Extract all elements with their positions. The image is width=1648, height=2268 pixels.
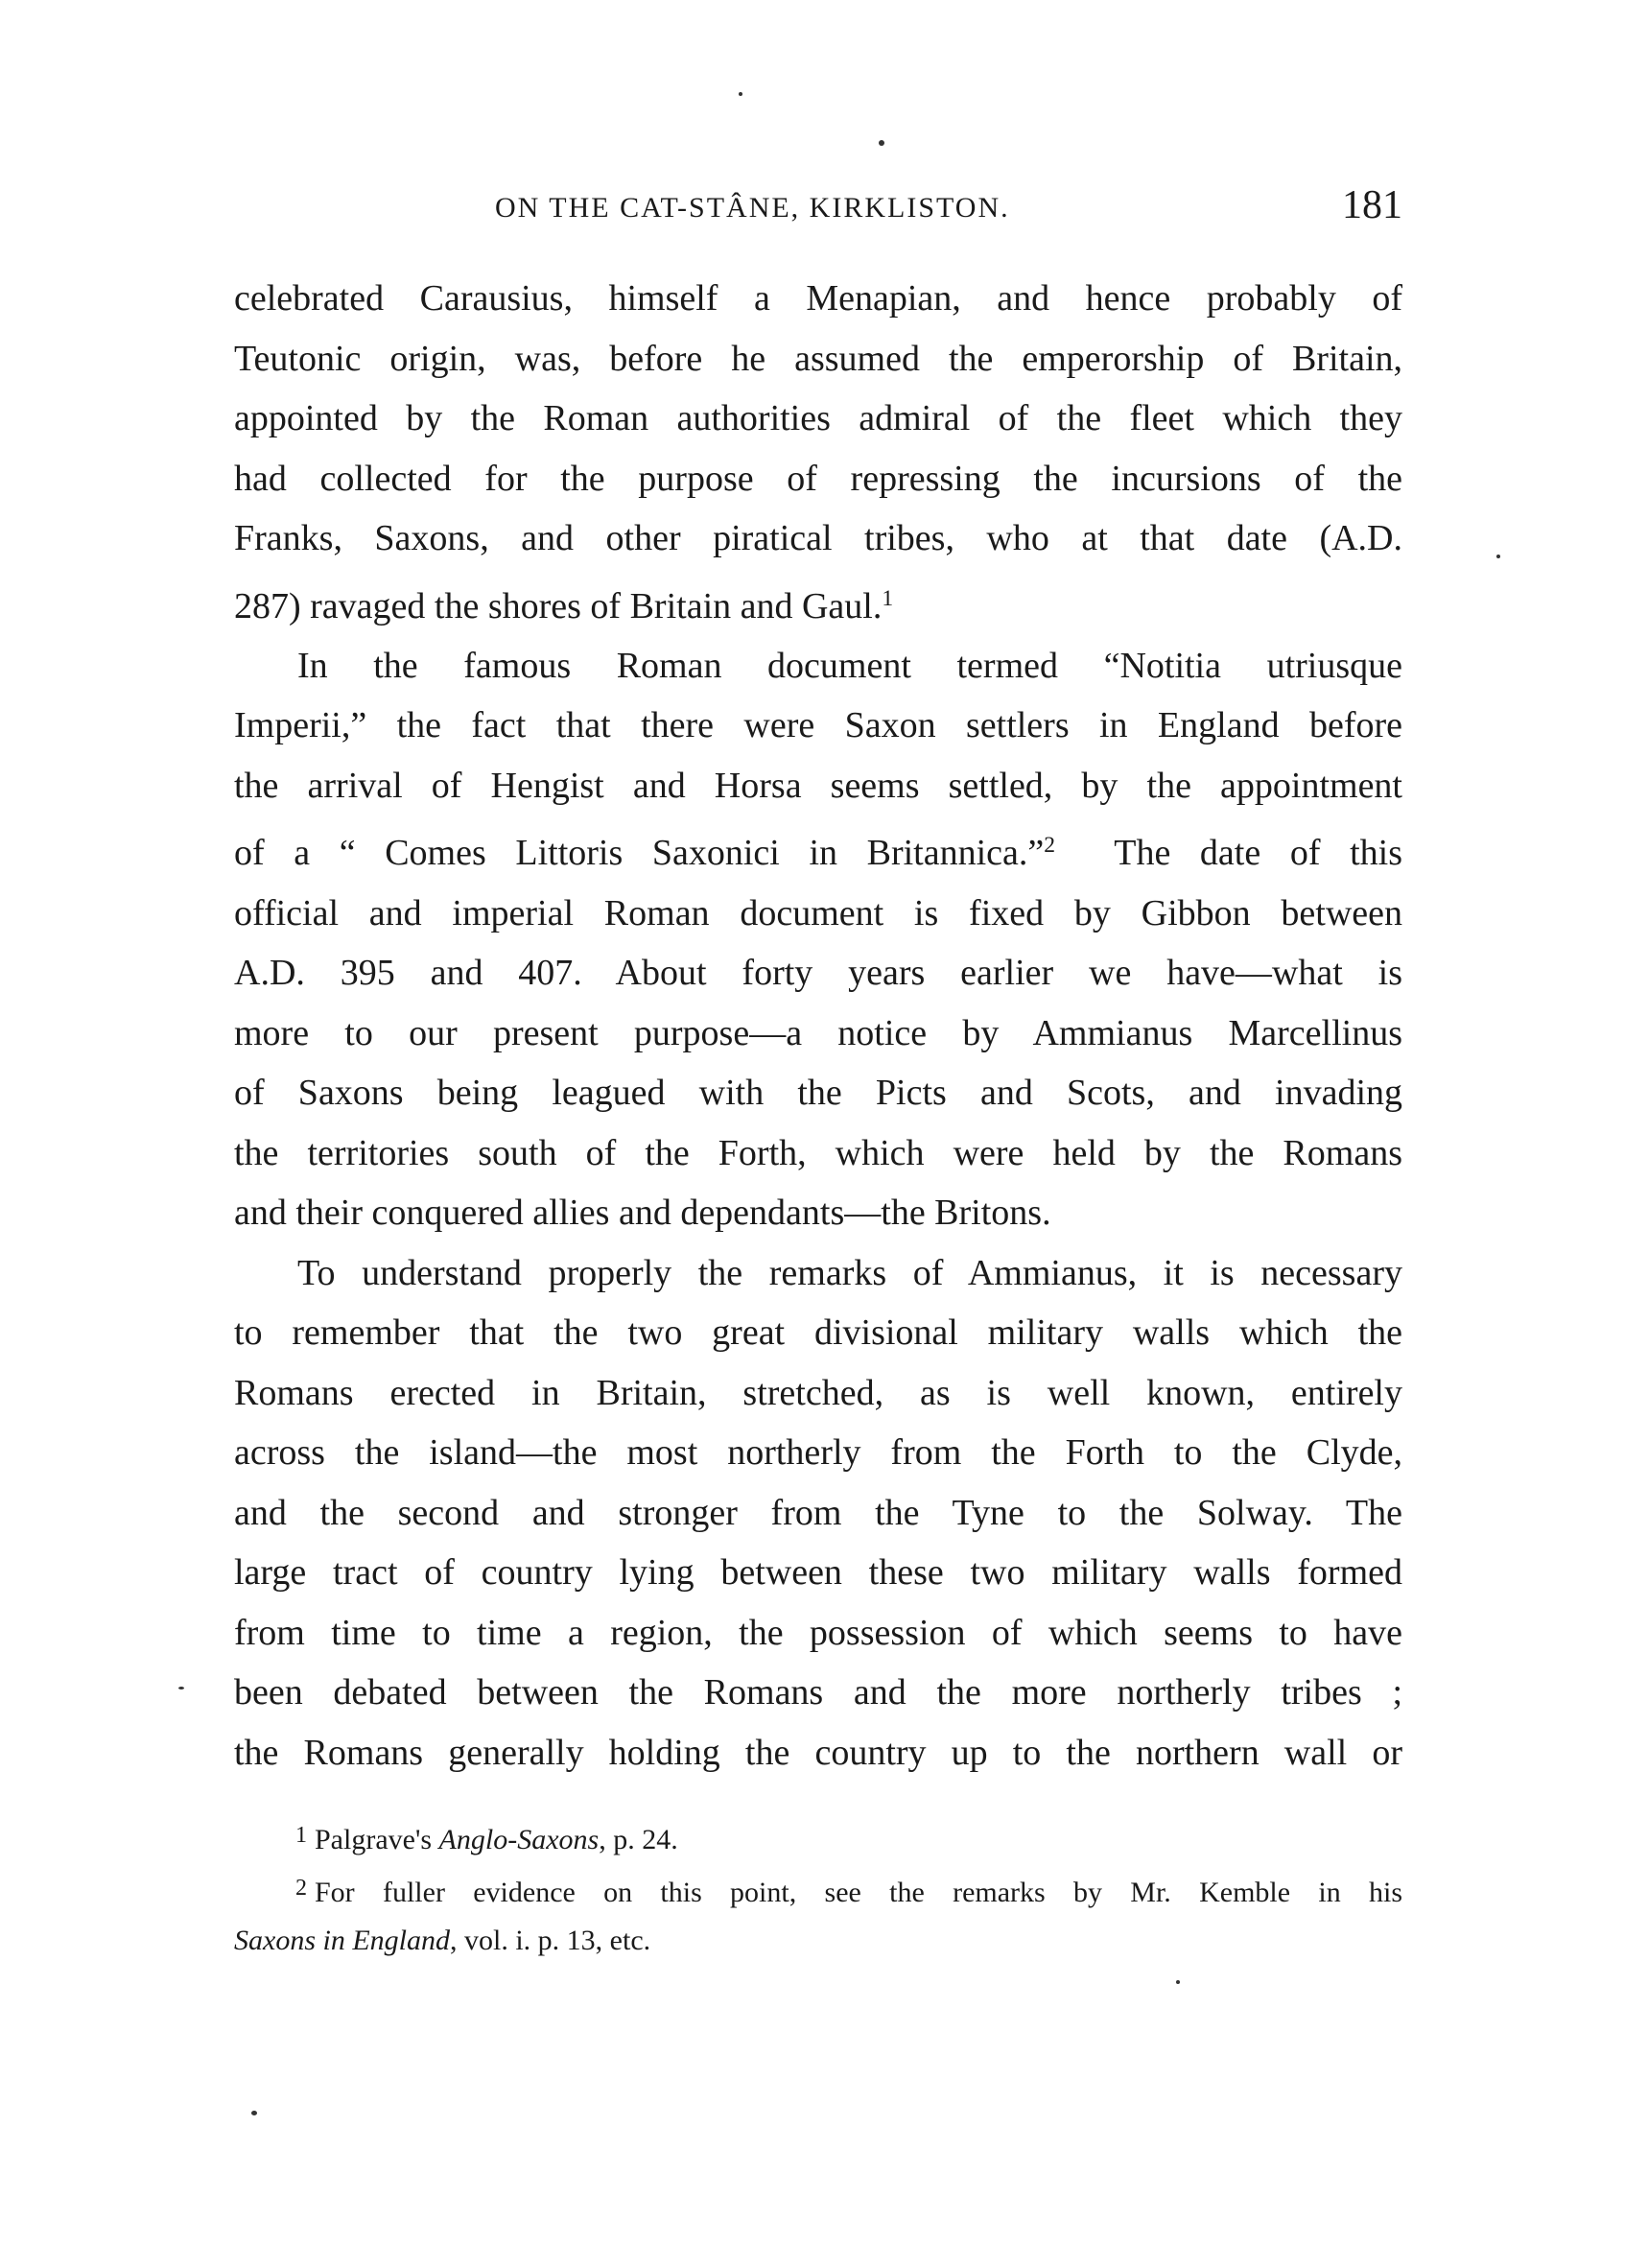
text-line: had collected for the purpose of repressing the incursions of the xyxy=(234,458,1402,499)
text-line: Imperii,” the fact that there were Saxon settlers in England before xyxy=(234,705,1402,746)
text-line: official and imperial Roman document is fixed by Gibbon between xyxy=(234,892,1402,933)
text-line: and the second and stronger from the Tyne to the Solway. The xyxy=(234,1492,1402,1533)
text-line: the Romans generally holding the country up to the northern wall or xyxy=(234,1732,1402,1773)
text-line: appointed by the Roman authorities admiral of the fleet which they xyxy=(234,398,1402,438)
print-speck xyxy=(1176,1980,1180,1984)
print-speck xyxy=(739,92,742,96)
text-line: across the island—the most northerly from the Forth to the Clyde, xyxy=(234,1432,1402,1474)
page-header xyxy=(234,183,1402,236)
text-line: Teutonic origin, was, before he assumed the emperorship of Britain, xyxy=(234,338,1402,379)
text-line xyxy=(234,569,1402,636)
footnote-mark: 2 xyxy=(295,1876,307,1902)
text-line-content: 287) ravaged the shores of Britain and Gaul. xyxy=(234,585,883,626)
footnote-text: Palgrave's xyxy=(315,1824,439,1856)
print-speck xyxy=(178,1687,184,1689)
text-line: A.D. 395 and 407. About forty years earlier we have—what is xyxy=(234,953,1402,994)
print-speck xyxy=(1496,555,1500,558)
paragraph-1 xyxy=(234,269,1402,636)
paragraph-3 xyxy=(234,1243,1402,1784)
text-line xyxy=(234,815,1402,883)
text-line: of Saxons being leagued with the Picts and Scots, and invading xyxy=(234,1073,1402,1114)
footnote-title: Anglo-Saxons xyxy=(438,1824,600,1856)
footnotes xyxy=(234,1811,1402,1965)
text-line: and their conquered allies and dependants—the Britons. xyxy=(234,1193,1051,1234)
text-line-content: of a “ Comes Littoris Saxonici in Britannica.” xyxy=(234,833,1045,874)
text-line: the arrival of Hengist and Horsa seems settled, by the appointment xyxy=(234,765,1402,806)
text-line-tail: The date of this xyxy=(1114,833,1402,874)
footnote-title: Saxons in England xyxy=(234,1925,450,1957)
footnote-2-continuation xyxy=(234,1917,1402,1965)
footnote-reference: 2 xyxy=(1044,833,1056,859)
print-speck xyxy=(879,140,884,146)
text-line: In the famous Roman document termed “Notitia utriusque xyxy=(297,645,1402,686)
text-line: the territories south of the Forth, which were held by the Romans xyxy=(234,1132,1402,1173)
footnote-mark: 1 xyxy=(295,1823,307,1848)
footnote-text: , vol. i. p. 13, etc. xyxy=(450,1925,651,1957)
footnote-text: For fuller evidence on this point, see the remarks by Mr. Kemble in his xyxy=(315,1877,1402,1909)
footnote-reference: 1 xyxy=(882,585,894,611)
footnote-text: , p. 24. xyxy=(599,1824,678,1856)
print-speck xyxy=(251,2111,257,2115)
text-line: celebrated Carausius, himself a Menapian, and hence probably of xyxy=(234,278,1402,319)
text-line: from time to time a region, the possession of which seems to have xyxy=(234,1612,1402,1653)
text-line: more to our present purpose—a notice by Ammianus Marcellinus xyxy=(234,1012,1402,1053)
body-text xyxy=(234,269,1402,1783)
text-line: Franks, Saxons, and other piratical tribes, who at that date (A.D. xyxy=(234,518,1402,558)
text-line: Romans erected in Britain, stretched, as is well known, entirely xyxy=(234,1372,1402,1413)
running-title: ON THE CAT-STÂNE, KIRKLISTON. xyxy=(495,192,1010,224)
text-line: large tract of country lying between these two military walls formed xyxy=(234,1552,1402,1594)
footnote-2 xyxy=(234,1864,1402,1917)
paragraph-2 xyxy=(234,636,1402,1243)
page-number: 181 xyxy=(1342,183,1402,227)
text-line: been debated between the Romans and the more northerly tribes ; xyxy=(234,1672,1402,1713)
footnote-1 xyxy=(234,1811,1402,1864)
text-line: to remember that the two great divisional military walls which the xyxy=(234,1312,1402,1354)
text-line: To understand properly the remarks of Ammianus, it is necessary xyxy=(297,1252,1402,1293)
